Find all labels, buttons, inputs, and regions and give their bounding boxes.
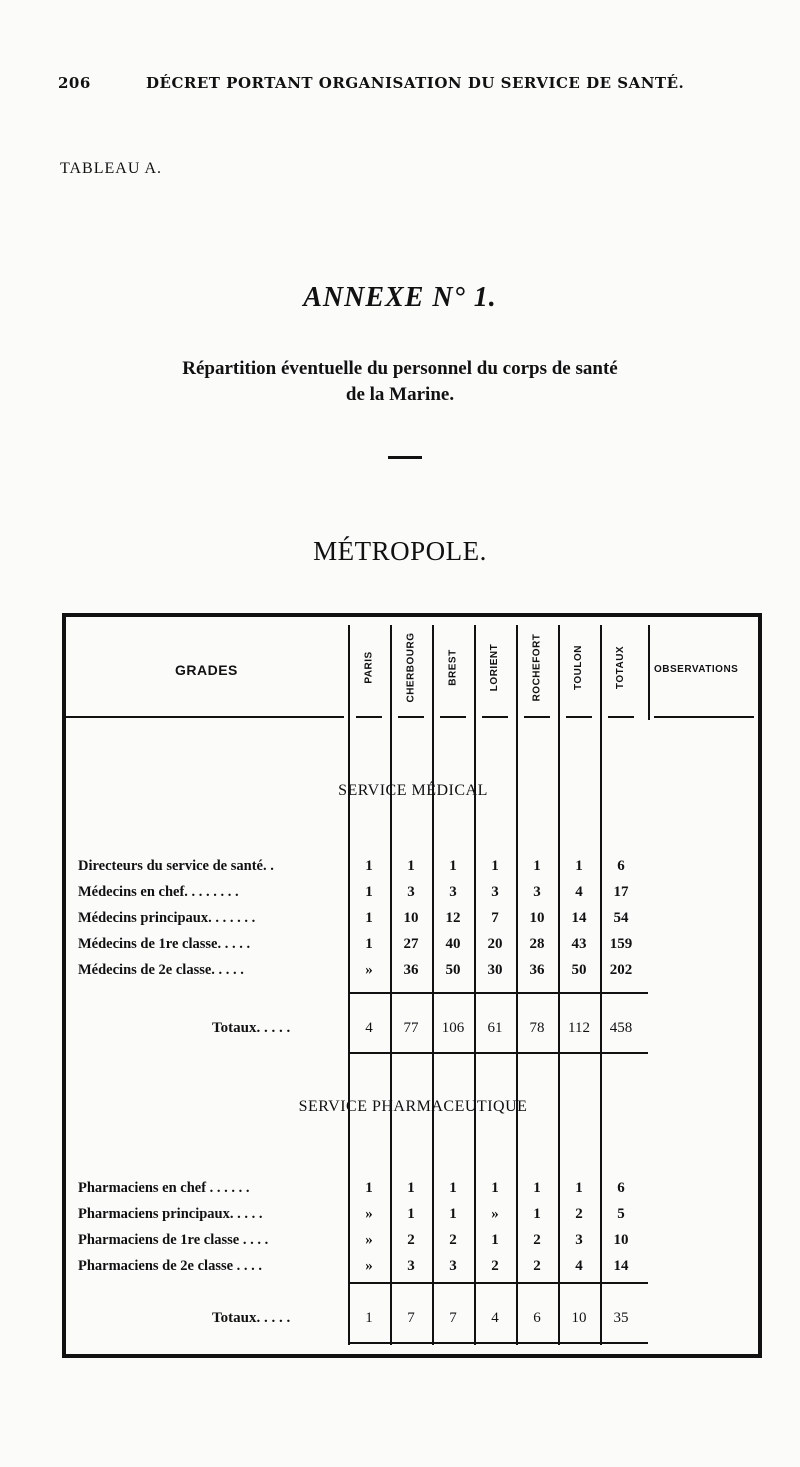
table-cell: 1	[491, 1180, 499, 1196]
table-cell: 20	[487, 936, 503, 952]
table-cell: 3	[449, 1258, 457, 1274]
separator-dash	[388, 456, 422, 459]
observations-header: OBSERVATIONS	[654, 664, 739, 675]
table-cell: 1	[449, 1206, 457, 1222]
table-cell: 30	[487, 962, 503, 978]
table-cell: 1	[365, 884, 373, 900]
total-cell: 6	[533, 1310, 541, 1326]
table-cell: 50	[445, 962, 461, 978]
table-cell: 3	[407, 884, 415, 900]
table-cell: 1	[407, 1180, 415, 1196]
table-cell: »	[365, 962, 373, 978]
table-cell: 4	[575, 1258, 583, 1274]
column-header-totaux	[606, 622, 636, 712]
table-cell: 2	[407, 1232, 415, 1248]
table-cell: 3	[449, 884, 457, 900]
table-cell: 43	[571, 936, 587, 952]
table-cell: 12	[445, 910, 461, 926]
table-cell: 2	[533, 1258, 541, 1274]
header-rule	[66, 716, 344, 718]
total-cell: 78	[529, 1020, 545, 1036]
column-header-label: BREST	[447, 648, 459, 686]
header-rule	[482, 716, 508, 718]
table-cell: 10	[403, 910, 419, 926]
table-cell: 1	[365, 858, 373, 874]
total-label: Totaux. . . . .	[212, 1020, 291, 1036]
table-cell: 1	[365, 936, 373, 952]
annexe-heading: ANNEXE N° 1.	[303, 282, 497, 313]
column-header-label: ROCHEFORT	[531, 633, 543, 701]
table-cell: 14	[613, 1258, 629, 1274]
column-header-brest	[438, 622, 468, 712]
row-label: Pharmaciens principaux. . . . .	[78, 1206, 263, 1222]
row-label: Pharmaciens de 1re classe . . . .	[78, 1232, 269, 1248]
table-cell: 1	[533, 1206, 541, 1222]
table-cell: 3	[575, 1232, 583, 1248]
column-header-label: CHERBOURG	[405, 631, 417, 703]
total-cell: 112	[568, 1020, 590, 1036]
column-header-rochefort	[522, 622, 552, 712]
row-label: Médecins de 2e classe. . . . .	[78, 962, 244, 978]
total-cell: 61	[487, 1020, 503, 1036]
table-cell: 36	[403, 962, 419, 978]
header-rule	[654, 716, 754, 718]
header-rule	[398, 716, 424, 718]
table-cell: 1	[575, 1180, 583, 1196]
total-cell: 4	[491, 1310, 499, 1326]
table-cell: 2	[491, 1258, 499, 1274]
header-rule	[524, 716, 550, 718]
table-cell: »	[365, 1206, 373, 1222]
table-cell: 1	[365, 1180, 373, 1196]
table-cell: »	[491, 1206, 499, 1222]
table-cell: 1	[449, 858, 457, 874]
total-rule	[348, 992, 648, 994]
table-cell: 50	[571, 962, 587, 978]
column-header-label: LORIENT	[489, 643, 501, 691]
table-cell: 2	[449, 1232, 457, 1248]
row-label: Médecins principaux. . . . . . .	[78, 910, 256, 926]
total-cell: 1	[365, 1310, 373, 1326]
table-cell: 6	[617, 858, 625, 874]
section-subtitle: MÉTROPOLE.	[313, 536, 487, 566]
table-cell: 17	[613, 884, 629, 900]
column-header-label: PARIS	[363, 650, 375, 684]
running-title: DÉCRET PORTANT ORGANISATION DU SERVICE DE SANTÉ.	[146, 74, 685, 92]
table-reference: TABLEAU A.	[60, 160, 163, 177]
header-rule	[440, 716, 466, 718]
table-cell: 5	[617, 1206, 625, 1222]
column-header-label: TOULON	[573, 644, 585, 690]
total-rule	[348, 1342, 648, 1344]
table-cell: 3	[533, 884, 541, 900]
table-cell: 2	[575, 1206, 583, 1222]
table-cell: 1	[533, 858, 541, 874]
table-cell: 3	[491, 884, 499, 900]
title-line-1: Répartition éventuelle du personnel du corps de santé	[182, 358, 618, 379]
table-cell: 1	[491, 858, 499, 874]
column-divider	[648, 625, 650, 720]
table-cell: 1	[533, 1180, 541, 1196]
table-cell: 1	[407, 1206, 415, 1222]
total-label: Totaux. . . . .	[212, 1310, 291, 1326]
table-cell: 40	[445, 936, 461, 952]
row-label: Pharmaciens de 2e classe . . . .	[78, 1258, 263, 1274]
title-line-2: de la Marine.	[345, 384, 455, 405]
table-cell: 1	[407, 858, 415, 874]
table-cell: 1	[491, 1232, 499, 1248]
column-header-cherbourg	[396, 622, 426, 712]
table-cell: 14	[571, 910, 587, 926]
table-cell: 6	[617, 1180, 625, 1196]
section-title: SERVICE PHARMACEUTIQUE	[298, 1098, 528, 1115]
table-cell: 159	[609, 936, 633, 952]
column-header-label: TOTAUX	[615, 645, 627, 689]
table-cell: 36	[529, 962, 545, 978]
header-rule	[356, 716, 382, 718]
table-cell: 27	[403, 936, 419, 952]
page-number: 206	[58, 74, 91, 92]
table-cell: 1	[365, 910, 373, 926]
table-cell: 3	[407, 1258, 415, 1274]
header-rule	[608, 716, 634, 718]
column-header-paris	[354, 622, 384, 712]
row-label: Médecins en chef. . . . . . . .	[78, 884, 239, 900]
table-cell: »	[365, 1232, 373, 1248]
column-header-lorient	[480, 622, 510, 712]
total-cell: 7	[449, 1310, 457, 1326]
row-label: Pharmaciens en chef . . . . . .	[78, 1180, 250, 1196]
total-cell: 106	[441, 1020, 465, 1036]
table-cell: »	[365, 1258, 373, 1274]
header-rule	[566, 716, 592, 718]
row-label: Médecins de 1re classe. . . . .	[78, 936, 251, 952]
table-cell: 202	[609, 962, 633, 978]
total-cell: 4	[365, 1020, 373, 1036]
table-cell: 2	[533, 1232, 541, 1248]
table-cell: 54	[613, 910, 629, 926]
row-label: Directeurs du service de santé. .	[78, 858, 274, 874]
table-cell: 10	[529, 910, 545, 926]
table-cell: 28	[529, 936, 545, 952]
table-cell: 1	[575, 858, 583, 874]
document-title	[60, 356, 740, 408]
total-rule	[348, 1282, 648, 1284]
table-cell: 1	[449, 1180, 457, 1196]
total-cell: 35	[613, 1310, 629, 1326]
table-cell: 10	[613, 1232, 629, 1248]
table-cell: 4	[575, 884, 583, 900]
table-cell: 7	[491, 910, 499, 926]
total-cell: 458	[609, 1020, 633, 1036]
grades-header: GRADES	[175, 662, 238, 678]
total-cell: 7	[407, 1310, 415, 1326]
total-cell: 10	[571, 1310, 587, 1326]
total-cell: 77	[403, 1020, 419, 1036]
total-rule	[348, 1052, 648, 1054]
section-title: SERVICE MÉDICAL	[338, 782, 488, 799]
column-header-toulon	[564, 622, 594, 712]
